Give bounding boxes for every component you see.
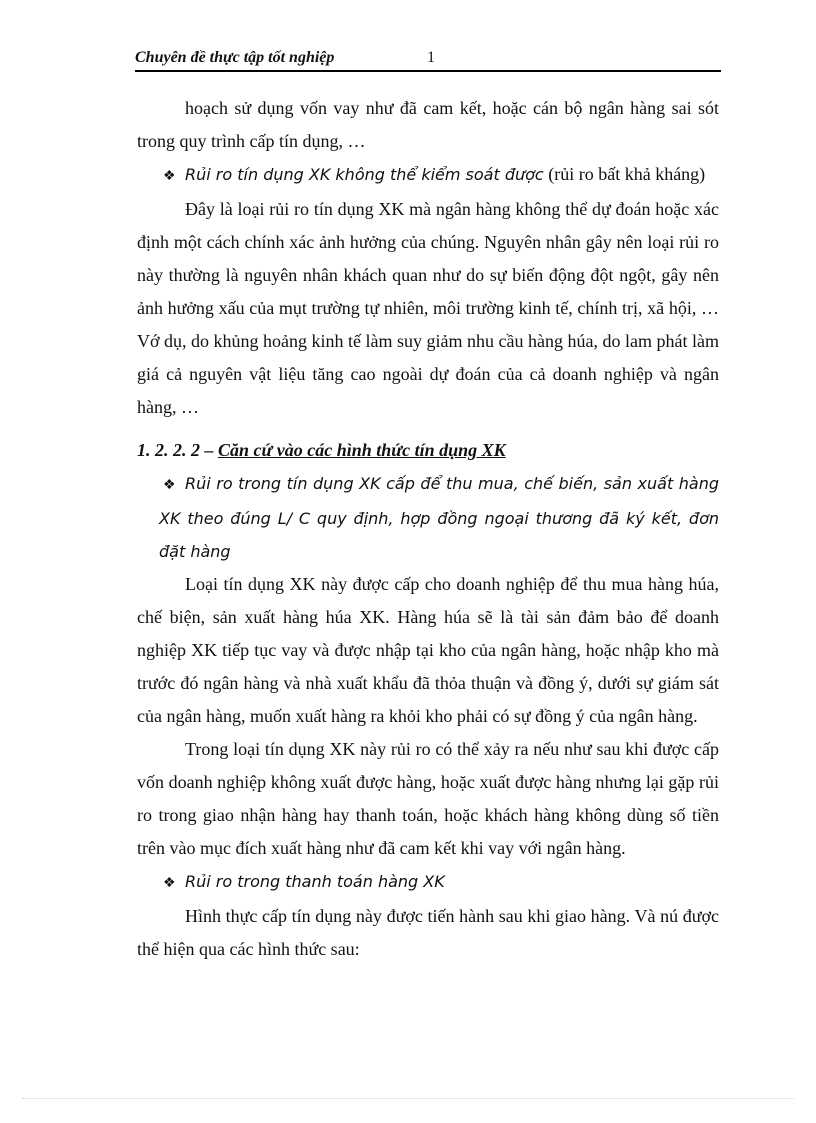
bullet-3-text: Rủi ro trong thanh toán hàng XK [185,872,445,891]
heading-title: Căn cứ vào các hình thức tín dụng XK [218,440,506,460]
paragraph-3: Loại tín dụng XK này được cấp cho doanh nghiệp để thu mua hàng húa, chế biện, sản xuất hàng húa XK. Hàng húa sẽ là tài sản đảm bảo để doanh nghiệp XK tiếp tục vay và được nhập tại kho của ngân hàng, hoặc nhập kho mà trước đó ngân hàng và nhà xuất khẩu đã thỏa thuận và đồng ý, dưới sự giám sát của ngân hàng, muốn xuất hàng ra khỏi kho phải có sự đồng ý của ngân hàng. [137,574,719,726]
paragraph-2: Đây là loại rủi ro tín dụng XK mà ngân hàng không thể dự đoán hoặc xác định một cách chính xác ảnh hưởng của chúng. Nguyên nhân gây nên loại rủi ro này thường là nguyên nhân khách quan như do sự biến động đột ngột, gây nên ảnh hưởng xấu của mụt trường tự nhiên, môi trường kinh tế, chính trị, xã hội, …Vớ dụ, do khủng hoảng kinh tế làm suy giảm nhu cầu hàng húa, do lam phát làm giá cả nguyên vật liệu tăng cao ngoài dự đoán của cả doanh nghiệp và ngân hàng, … [137,199,719,417]
page-header [135,46,721,72]
paragraph-4: Trong loại tín dụng XK này rủi ro có thể xảy ra nếu như sau khi được cấp vốn doanh nghiệp không xuất được hàng, hoặc xuất được hàng nhưng lại gặp rủi ro trong giao nhận hàng hay thanh toán, hoặc khách hàng không dùng số tiền trên vào mục đích xuất hàng như đã cam kết khi vay với ngân hàng. [137,739,719,858]
page-number: 1 [427,49,435,66]
diamond-bullet-icon: ❖ [163,876,176,891]
bullet-uncontrollable-risk [137,158,719,193]
footer-divider [22,1098,794,1099]
paragraph-5: Hình thực cấp tín dụng này được tiến hành sau khi giao hàng. Và nú được thể hiện qua các hình thức sau: [137,906,719,959]
diamond-bullet-icon: ❖ [163,169,176,184]
bullet-1-rest: (rủi ro bất khả kháng) [543,164,706,184]
heading-number: 1. 2. 2. 2 – [137,440,218,460]
bullet-1-italic: Rủi ro tín dụng XK không thể kiểm soát được [185,165,544,184]
diamond-bullet-icon: ❖ [163,478,176,493]
bullet-export-credit-risk [137,467,719,568]
bullet-2-text: Rủi ro trong tín dụng XK cấp để thu mua, chế biến, sản xuất hàng XK theo đúng L/ C quy định, hợp đồng ngoại thương đã ký kết, đơn đặt hàng [159,474,719,561]
header-title: Chuyên đề thực tập tốt nghiệp [135,49,335,66]
bullet-payment-risk [137,865,719,900]
document-body [137,92,719,966]
section-heading [137,434,719,467]
paragraph-1: hoạch sử dụng vốn vay như đã cam kết, hoặc cán bộ ngân hàng sai sót trong quy trình cấp tín dụng, … [137,98,719,151]
